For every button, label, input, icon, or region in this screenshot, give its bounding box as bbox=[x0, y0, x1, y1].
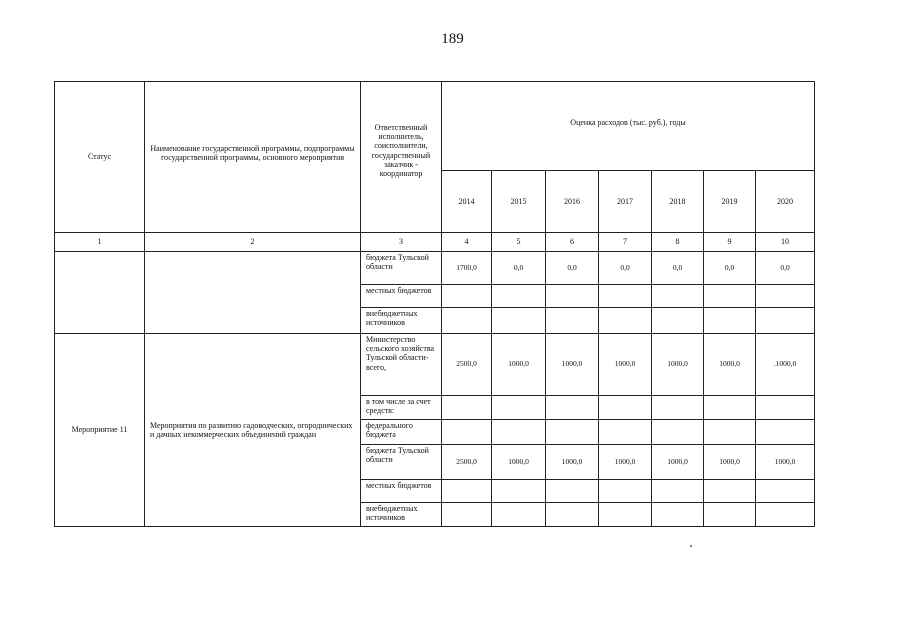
value-cell: 0,0 bbox=[652, 252, 704, 285]
value-cell bbox=[704, 420, 756, 445]
value-cell bbox=[599, 480, 652, 503]
scan-speck bbox=[690, 545, 692, 547]
value-cell bbox=[442, 396, 492, 420]
page-number: 189 bbox=[441, 31, 464, 47]
year-cell: 2016 bbox=[546, 171, 599, 233]
value-cell: 1000,0 bbox=[704, 334, 756, 396]
value-cell bbox=[756, 396, 815, 420]
value-cell bbox=[756, 308, 815, 334]
header-name: Наименование государственной программы, подпрограммы государственной программы, основного мероприятия bbox=[145, 82, 361, 233]
value-cell: 2500,0 bbox=[442, 334, 492, 396]
value-cell: 0,0 bbox=[599, 252, 652, 285]
value-cell: 2500,0 bbox=[442, 445, 492, 480]
value-cell bbox=[704, 285, 756, 308]
activity-name: Мероприятия по развитию садоводческих, огороднических и дачных некоммерческих объединений граждан bbox=[145, 334, 361, 527]
value-cell bbox=[652, 420, 704, 445]
value-cell: 1000,0 bbox=[599, 445, 652, 480]
header-responsible: Ответственный исполнитель, соисполнители, государственный заказчик - координатор bbox=[361, 82, 442, 233]
value-cell: .1000,0 bbox=[756, 334, 815, 396]
source-cell: внебюджетных источников bbox=[361, 503, 442, 527]
value-cell: 0,0 bbox=[492, 252, 546, 285]
value-cell bbox=[704, 308, 756, 334]
value-cell bbox=[492, 285, 546, 308]
value-cell: 1000,0 bbox=[756, 445, 815, 480]
year-cell: 2017 bbox=[599, 171, 652, 233]
year-cell: 2019 bbox=[704, 171, 756, 233]
header-costs: Оценка расходов (тыс. руб.), годы bbox=[442, 82, 815, 171]
value-cell bbox=[599, 503, 652, 527]
column-number: 7 bbox=[599, 233, 652, 252]
source-cell: местных бюджетов bbox=[361, 285, 442, 308]
value-cell: 0,0 bbox=[704, 252, 756, 285]
value-cell bbox=[652, 503, 704, 527]
value-cell bbox=[599, 285, 652, 308]
value-cell bbox=[756, 285, 815, 308]
value-cell bbox=[756, 420, 815, 445]
value-cell bbox=[442, 285, 492, 308]
activity-status: Мероприятие 11 bbox=[55, 334, 145, 527]
value-cell: 1000,0 bbox=[704, 445, 756, 480]
value-cell bbox=[652, 396, 704, 420]
value-cell bbox=[492, 480, 546, 503]
value-cell bbox=[442, 503, 492, 527]
source-cell: федерального бюджета bbox=[361, 420, 442, 445]
year-cell: 2018 bbox=[652, 171, 704, 233]
table-row bbox=[55, 252, 815, 285]
value-cell bbox=[492, 396, 546, 420]
value-cell bbox=[756, 480, 815, 503]
column-number: 9 bbox=[704, 233, 756, 252]
value-cell bbox=[442, 420, 492, 445]
source-cell: Министерство сельского хозяйства Тульской области- всего, bbox=[361, 334, 442, 396]
value-cell bbox=[652, 308, 704, 334]
value-cell bbox=[704, 480, 756, 503]
value-cell bbox=[546, 503, 599, 527]
budget-table bbox=[54, 81, 815, 527]
source-cell: бюджета Тульской области bbox=[361, 252, 442, 285]
value-cell bbox=[704, 503, 756, 527]
status-cell-empty bbox=[55, 252, 145, 334]
value-cell bbox=[546, 396, 599, 420]
value-cell: 1000,0 bbox=[599, 334, 652, 396]
column-number: 10 bbox=[756, 233, 815, 252]
column-number: 8 bbox=[652, 233, 704, 252]
table-row bbox=[55, 334, 815, 396]
header-status: Статус bbox=[55, 82, 145, 233]
column-number: 1 bbox=[55, 233, 145, 252]
value-cell: 0,0 bbox=[756, 252, 815, 285]
value-cell: 1000,0 bbox=[652, 334, 704, 396]
value-cell bbox=[442, 480, 492, 503]
source-cell: бюджета Тульской области bbox=[361, 445, 442, 480]
value-cell: 1000,0 bbox=[546, 334, 599, 396]
column-number: 5 bbox=[492, 233, 546, 252]
value-cell bbox=[546, 480, 599, 503]
year-cell: 2020 bbox=[756, 171, 815, 233]
value-cell bbox=[599, 420, 652, 445]
value-cell bbox=[492, 503, 546, 527]
value-cell: 1000,0 bbox=[652, 445, 704, 480]
value-cell bbox=[756, 503, 815, 527]
value-cell: 1700,0 bbox=[442, 252, 492, 285]
value-cell: 0,0 bbox=[546, 252, 599, 285]
column-number: 2 bbox=[145, 233, 361, 252]
value-cell bbox=[546, 308, 599, 334]
column-numbers-row bbox=[55, 233, 815, 252]
value-cell bbox=[492, 420, 546, 445]
source-cell: внебюджетных источников bbox=[361, 308, 442, 334]
value-cell bbox=[599, 308, 652, 334]
value-cell bbox=[546, 420, 599, 445]
value-cell bbox=[652, 285, 704, 308]
value-cell bbox=[599, 396, 652, 420]
value-cell bbox=[704, 396, 756, 420]
value-cell: 1000,0 bbox=[546, 445, 599, 480]
column-number: 4 bbox=[442, 233, 492, 252]
value-cell bbox=[492, 308, 546, 334]
value-cell bbox=[442, 308, 492, 334]
name-cell-empty bbox=[145, 252, 361, 334]
column-number: 3 bbox=[361, 233, 442, 252]
source-cell: в том числе за счет средств: bbox=[361, 396, 442, 420]
value-cell: 1000,0 bbox=[492, 445, 546, 480]
year-cell: 2015 bbox=[492, 171, 546, 233]
value-cell: 1000,0 bbox=[492, 334, 546, 396]
column-number: 6 bbox=[546, 233, 599, 252]
year-cell: 2014 bbox=[442, 171, 492, 233]
source-cell: местных бюджетов bbox=[361, 480, 442, 503]
value-cell bbox=[652, 480, 704, 503]
value-cell bbox=[546, 285, 599, 308]
